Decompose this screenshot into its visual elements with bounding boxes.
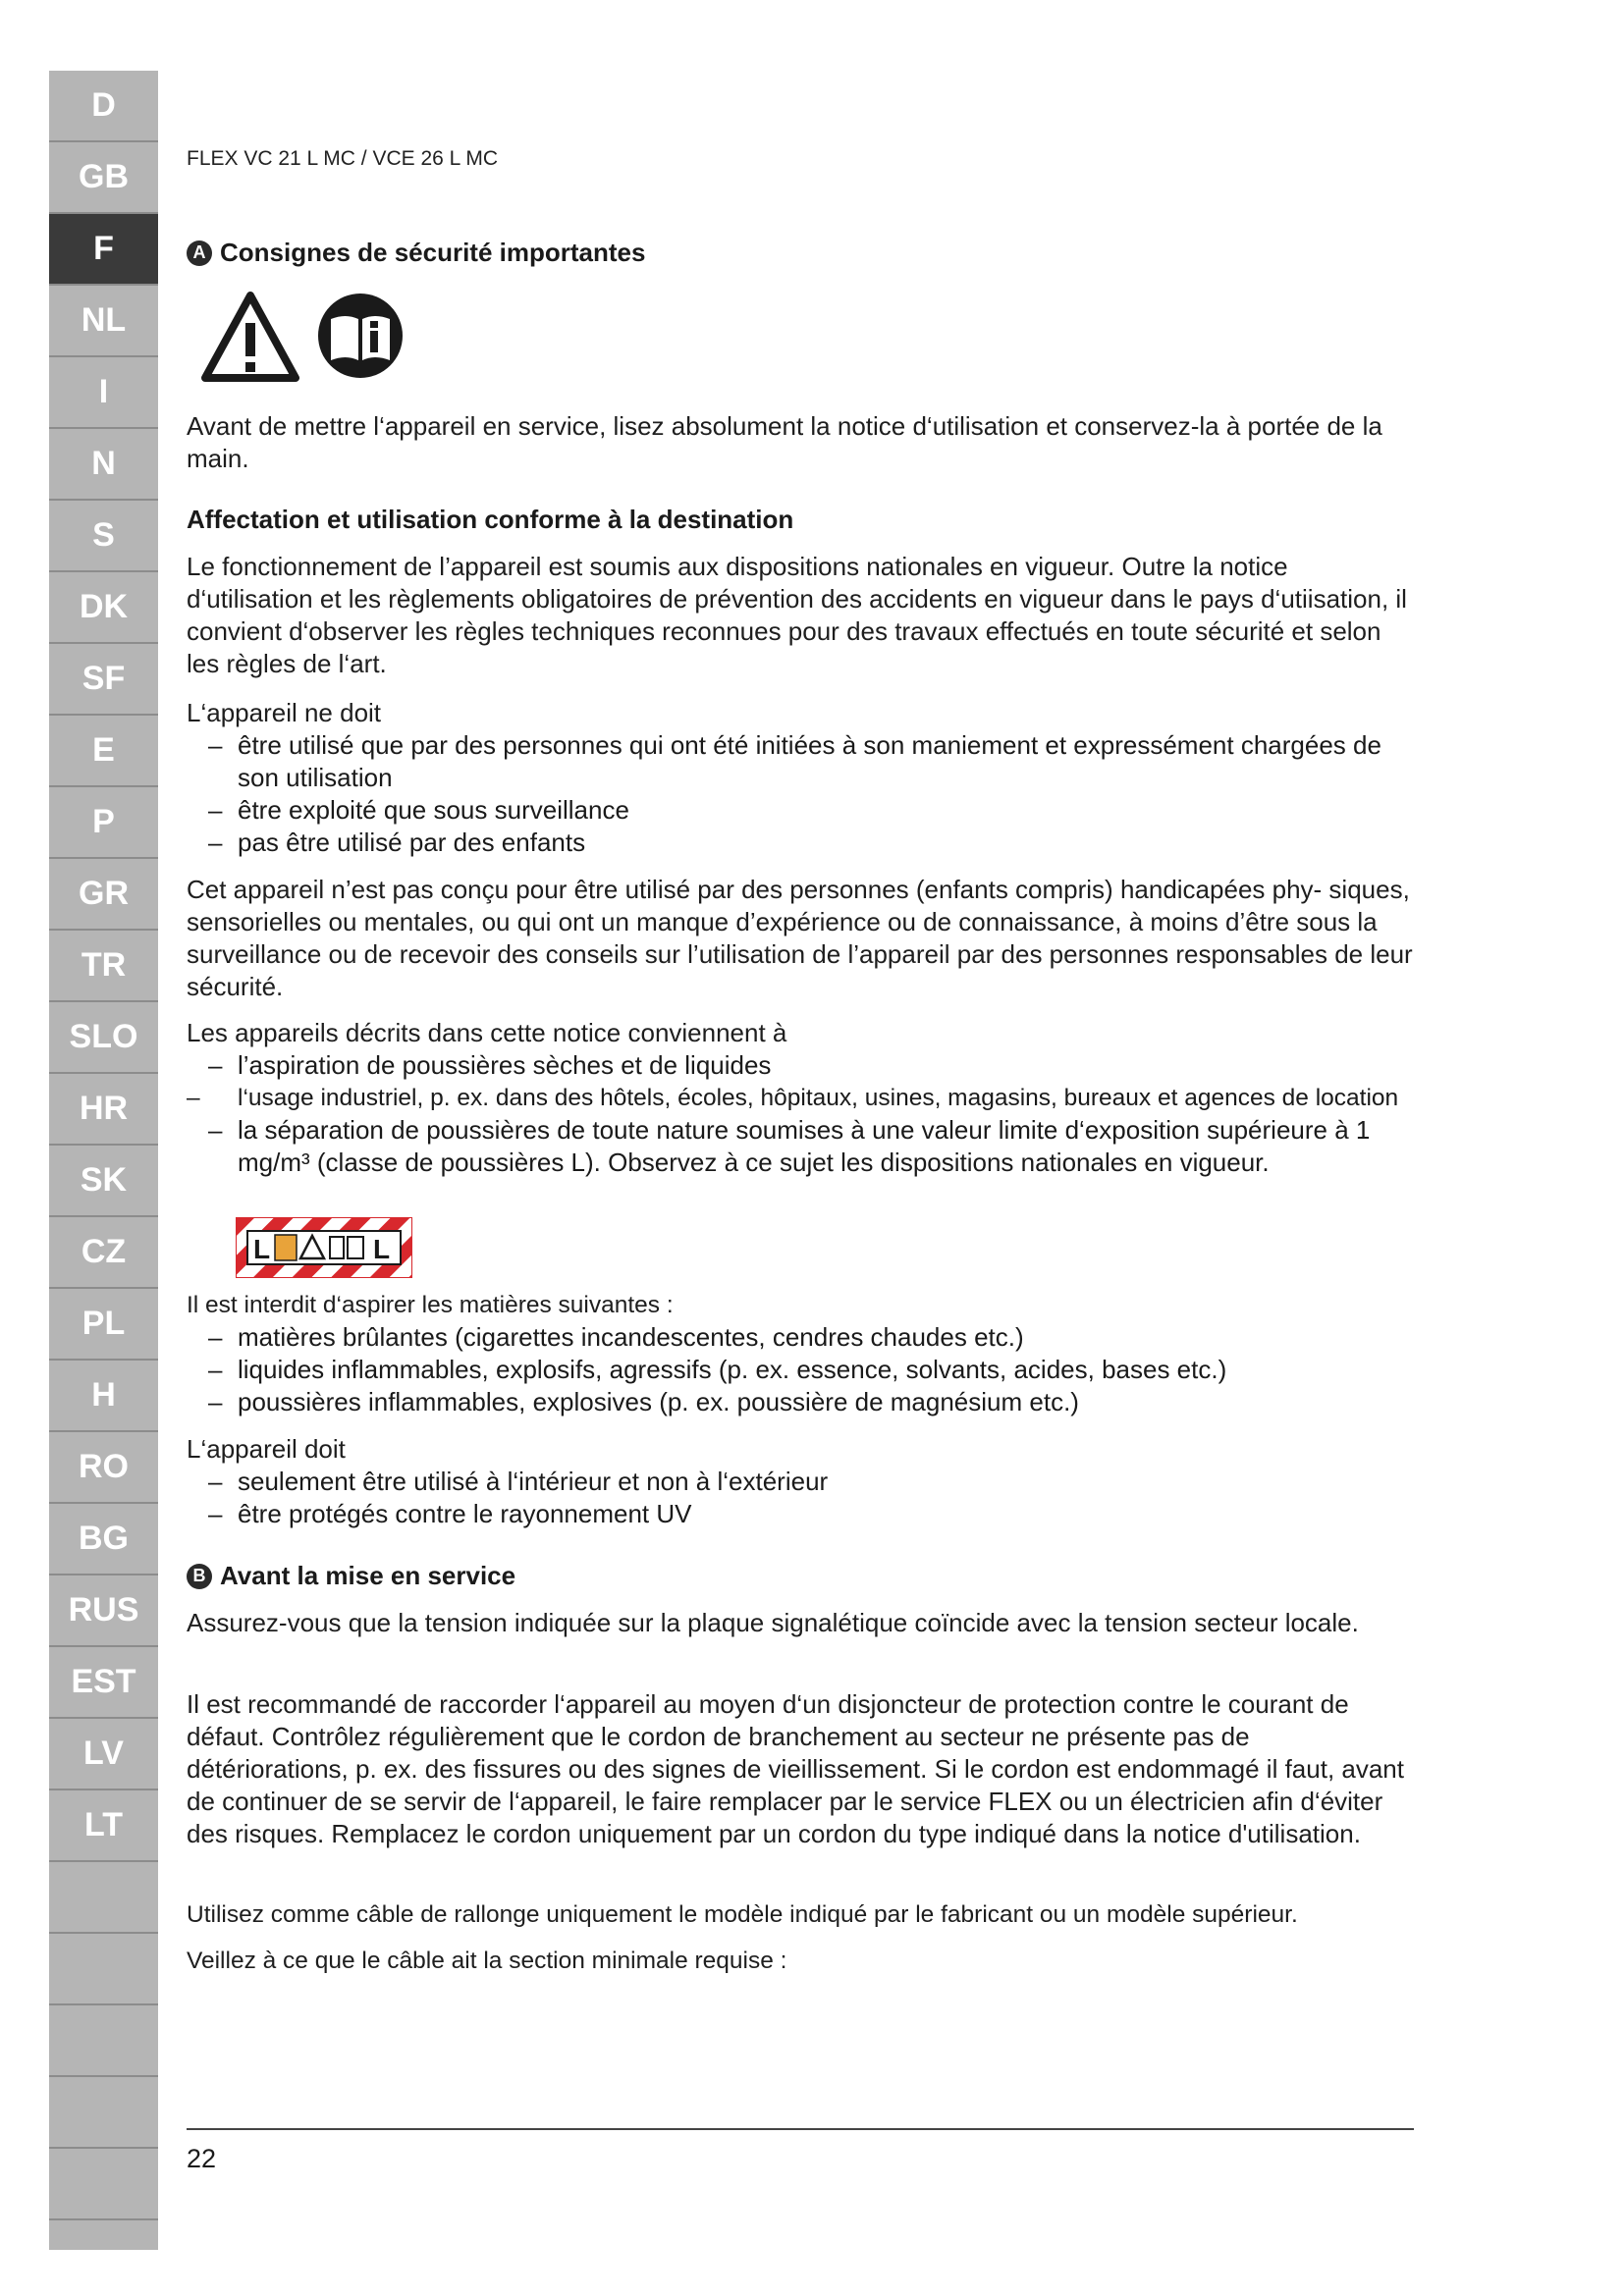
dust-class-letter-left: L [253, 1234, 271, 1264]
language-tab-empty [49, 2077, 158, 2149]
language-tab-sf[interactable]: SF [49, 644, 158, 716]
language-tab-s[interactable]: S [49, 501, 158, 572]
doit-list [187, 1466, 1414, 1530]
ne-doit-list [187, 729, 1414, 859]
manual-info-icon [318, 294, 403, 378]
language-tab-gr[interactable]: GR [49, 859, 158, 931]
language-tab-empty [49, 2149, 158, 2220]
language-tab-d[interactable]: D [49, 71, 158, 142]
language-tab-ro[interactable]: RO [49, 1432, 158, 1504]
language-tab-e[interactable]: E [49, 716, 158, 787]
voltage-paragraph: Assurez-vous que la tension indiquée sur la plaque signalétique coïncide avec la tension secteur locale. [187, 1608, 1359, 1637]
usage-subtitle: Affectation et utilisation conforme à la destination [187, 505, 794, 534]
dust-class-letter-right: L [373, 1234, 391, 1264]
section-b-title: Avant la mise en service [220, 1561, 516, 1590]
language-tab-n[interactable]: N [49, 429, 158, 501]
list-item: – l’aspiration de poussières sèches et de liquides [208, 1050, 772, 1080]
section-b-heading [187, 1561, 515, 1591]
disability-paragraph: Cet appareil n’est pas conçu pour être utilisé par des personnes (enfants compris) handicapées phy- siques, sensorielles ou mentales, ou qui ont un manque d’expérience ou de connaissance, à moins d’être sous la surveillance ou de recevoir des conseils sur l’utilisation de l’appareil par des personnes responsables de leur sécurité. [187, 875, 1413, 1001]
document-title: FLEX VC 21 L MC / VCE 26 L MC [187, 147, 499, 170]
list-item: – liquides inflammables, explosifs, agressifs (p. ex. essence, solvants, acides, bases etc.) [208, 1355, 1227, 1384]
interdit-intro: Il est interdit d‘aspirer les matières suivantes : [187, 1292, 674, 1318]
language-tab-rus[interactable]: RUS [49, 1575, 158, 1647]
language-sidebar [49, 71, 158, 2250]
usage-paragraph: Le fonctionnement de l’appareil est soumis aux dispositions nationales en vigueur. Outre la notice d‘utilisation et les règlements obligatoires de prévention des accidents en vigueur dans le pays d‘utiisation, il convient d‘observer les règles techniques reconnues pour des travaux effectués en toute sécurité et selon les règles de l‘art. [187, 552, 1407, 678]
language-tab-i[interactable]: I [49, 357, 158, 429]
list-item: – matières brûlantes (cigarettes incandescentes, cendres chaudes etc.) [208, 1322, 1024, 1352]
page-number: 22 [187, 2144, 217, 2173]
section-a-heading [187, 238, 645, 268]
language-tab-gb[interactable]: GB [49, 142, 158, 214]
list-item: – poussières inflammables, explosives (p. ex. poussière de magnésium etc.) [208, 1387, 1079, 1416]
extension-paragraph: Utilisez comme câble de rallonge uniquement le modèle indiqué par le fabricant ou un modèle supérieur. [187, 1901, 1298, 1928]
footer-divider [187, 2128, 1414, 2130]
conviennent-list [187, 1049, 1414, 1179]
warning-triangle-icon [201, 290, 417, 388]
language-tab-slo[interactable]: SLO [49, 1002, 158, 1074]
language-tab-lt[interactable]: LT [49, 1790, 158, 1862]
list-item: – pas être utilisé par des enfants [208, 828, 586, 857]
intro-paragraph: Avant de mettre l‘appareil en service, lisez absolument la notice d‘utilisation et conservez-la à portée de la main. [187, 411, 1382, 473]
conviennent-intro: Les appareils décrits dans cette notice conviennent à [187, 1018, 787, 1047]
language-tab-h[interactable]: H [49, 1361, 158, 1432]
section-a-title: Consignes de sécurité importantes [220, 238, 646, 267]
language-tab-f[interactable]: F [49, 214, 158, 286]
language-tab-lv[interactable]: LV [49, 1719, 158, 1790]
language-tab-sk[interactable]: SK [49, 1146, 158, 1217]
language-tab-pl[interactable]: PL [49, 1289, 158, 1361]
ne-doit-intro: L‘appareil ne doit [187, 698, 382, 727]
language-tab-bg[interactable]: BG [49, 1504, 158, 1575]
language-tab-empty [49, 1862, 158, 1934]
cord-paragraph: Il est recommandé de raccorder l‘appareil au moyen d‘un disjoncteur de protection contre le courant de défaut. Contrôlez régulièrement que le cordon de branchement au secteur ne présente pas de détériorations, p. ex. des fissures ou des signes de vieillissement. Si le cordon est endommagé il faut, avant de continuer de se servir de l‘appareil, le faire remplacer par le service FLEX ou un électricien afin d‘éviter des risques. Remplacez le cordon uniquement par un cordon du type indiqué dans la notice d'utilisation. [187, 1689, 1404, 1848]
section-b-badge: B [187, 1564, 212, 1589]
list-item: – être utilisé que par des personnes qui ont été initiées à son maniement et expressément chargées de son utilisation [208, 730, 1381, 792]
interdit-list [187, 1321, 1414, 1418]
language-tab-nl[interactable]: NL [49, 286, 158, 357]
language-tab-p[interactable]: P [49, 787, 158, 859]
list-item: – être exploité que sous surveillance [208, 795, 629, 825]
language-tab-cz[interactable]: CZ [49, 1217, 158, 1289]
language-tab-est[interactable]: EST [49, 1647, 158, 1719]
language-tab-hr[interactable]: HR [49, 1074, 158, 1146]
list-item: – être protégés contre le rayonnement UV [208, 1499, 692, 1528]
language-tab-empty [49, 1934, 158, 2005]
language-tab-empty [49, 2005, 158, 2077]
section-paragraph: Veillez à ce que le câble ait la section minimale requise : [187, 1948, 787, 1974]
list-item: – la séparation de poussières de toute nature soumises à une valeur limite d‘exposition supérieure à 1 mg/m³ (classe de poussières L). Observez à ce sujet les dispositions nationales en vigueur. [208, 1115, 1371, 1177]
language-tab-dk[interactable]: DK [49, 572, 158, 644]
dust-class-label [236, 1217, 412, 1278]
list-item: – l‘usage industriel, p. ex. dans des hôtels, écoles, hôpitaux, usines, magasins, bureaux et agences de location [187, 1085, 1399, 1111]
section-a-badge: A [187, 240, 212, 266]
list-item: – seulement être utilisé à l‘intérieur et non à l‘extérieur [208, 1467, 829, 1496]
language-tab-tr[interactable]: TR [49, 931, 158, 1002]
doit-intro: L‘appareil doit [187, 1434, 346, 1464]
safety-icons [201, 290, 417, 388]
